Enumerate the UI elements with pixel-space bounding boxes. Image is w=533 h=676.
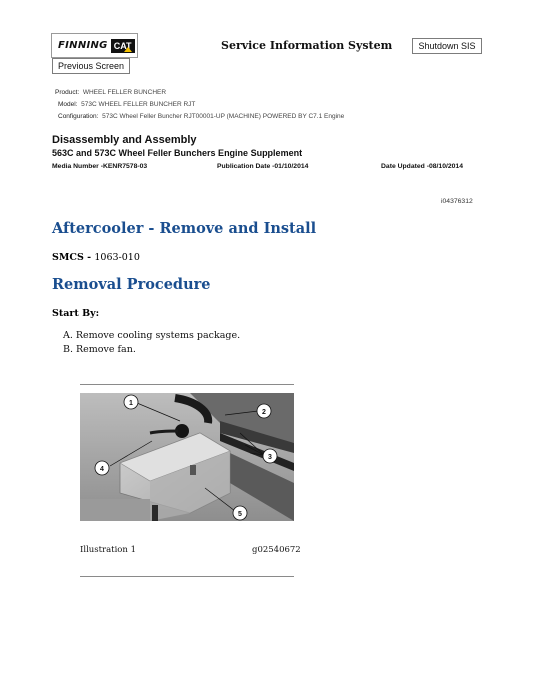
aftercooler-photo-graphic xyxy=(80,393,294,521)
illustration-graphic-id: g02540672 xyxy=(252,545,301,555)
logo-cat-text: CAT xyxy=(113,40,132,51)
smcs-label: SMCS - xyxy=(52,252,95,263)
illustration-bottom-rule xyxy=(80,576,294,577)
date-updated: Date Updated -08/10/2014 xyxy=(381,163,463,170)
finning-cat-logo xyxy=(51,33,138,58)
callout-5 xyxy=(233,506,247,520)
start-by-label: Start By: xyxy=(52,308,100,319)
publication-date: Publication Date -01/10/2014 xyxy=(217,163,309,170)
callout-1 xyxy=(124,395,138,409)
shutdown-sis-button[interactable]: Shutdown SIS xyxy=(412,38,482,54)
product-label: Product: xyxy=(55,89,80,96)
model-label: Model: xyxy=(58,101,78,108)
callout-3 xyxy=(263,449,277,463)
media-number: Media Number -KENR7578-03 xyxy=(52,163,148,170)
callout-2 xyxy=(257,404,271,418)
cat-triangle-icon xyxy=(124,47,132,52)
step-b: B. Remove fan. xyxy=(63,344,136,355)
svg-text:1: 1 xyxy=(129,400,133,407)
model-line xyxy=(58,101,195,108)
svg-text:2: 2 xyxy=(262,409,266,416)
svg-text:5: 5 xyxy=(238,511,242,518)
illustration-top-rule xyxy=(80,384,294,385)
model-value: 573C WHEEL FELLER BUNCHER RJT xyxy=(81,101,196,108)
smcs-code xyxy=(52,252,140,263)
procedure-heading: Aftercooler - Remove and Install xyxy=(52,220,317,237)
configuration-label: Configuration: xyxy=(58,113,99,120)
logo-finning-text: FINNING xyxy=(58,40,108,51)
svg-text:3: 3 xyxy=(268,454,272,461)
step-a: A. Remove cooling systems package. xyxy=(63,330,241,341)
callout-4 xyxy=(95,461,109,475)
previous-screen-button[interactable]: Previous Screen xyxy=(52,58,130,74)
product-value: WHEEL FELLER BUNCHER xyxy=(82,89,167,96)
removal-procedure-heading: Removal Procedure xyxy=(52,276,211,293)
document-id: i04376312 xyxy=(441,198,473,205)
illustration-photo xyxy=(80,393,294,521)
illustration-caption: Illustration 1 xyxy=(80,545,137,555)
configuration-value: 573C Wheel Feller Buncher RJT00001-UP (MACHINE) POWERED BY C7.1 Engine xyxy=(102,113,345,120)
configuration-line xyxy=(58,113,344,120)
product-line xyxy=(55,89,166,96)
logo-cat-badge xyxy=(111,39,135,53)
svg-text:4: 4 xyxy=(100,466,104,473)
document-title: Disassembly and Assembly xyxy=(52,134,197,146)
document-subtitle: 563C and 573C Wheel Feller Bunchers Engine Supplement xyxy=(52,148,303,158)
system-title: Service Information System xyxy=(221,39,393,52)
smcs-value: 1063-010 xyxy=(94,252,140,263)
